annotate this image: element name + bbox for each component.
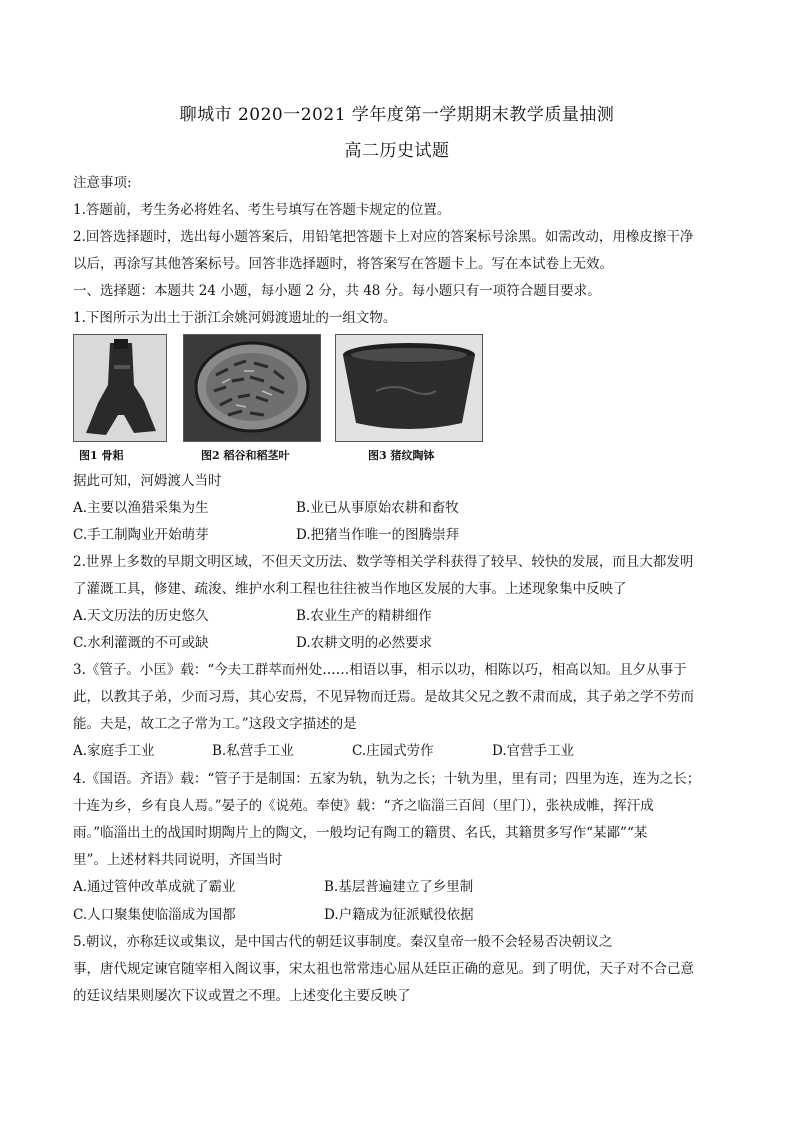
q3-option-d: D.官营手工业 (492, 743, 575, 759)
fig2-caption: 图2 稻谷和稻茎叶 (201, 449, 290, 462)
fig3-caption: 图3 猪纹陶钵 (368, 449, 435, 462)
q2-option-b: B.农业生产的精耕细作 (296, 608, 432, 624)
q2-option-c: C.水利灌溉的不可或缺 (73, 635, 209, 651)
fig1-caption: 图1 骨耜 (79, 449, 124, 462)
q3-line-1: 3.《管子。小匡》载：“今夫工群萃而州处……相语以事，相示以功，相陈以巧，相高以知。且夕从事于 (73, 662, 687, 678)
bone-spade-image (73, 334, 167, 442)
q4-option-b: B.基层普遍建立了乡里制 (324, 879, 474, 895)
q4-option-a: A.通过管仲改革成就了霸业 (73, 879, 236, 895)
q3-option-b: B.私营手工业 (212, 743, 294, 759)
q4-option-c: C.人口聚集使临淄成为国都 (73, 907, 236, 923)
q2-line-1: 2.世界上多数的早期文明区域，不但天文历法、数学等相关学科获得了较早、较快的发展，而且大都发明 (73, 554, 694, 570)
q1-option-d: D.把猪当作唯一的图腾崇拜 (296, 527, 460, 543)
q1-figure-row (73, 334, 493, 466)
q1-option-b: B.业已从事原始农耕和畜牧 (296, 500, 459, 516)
rice-grain-image (183, 334, 321, 442)
q2-option-a: A.天文历法的历史悠久 (73, 608, 209, 624)
q1-lead: 据此可知，河姆渡人当时 (73, 473, 222, 489)
section-heading: 一、选择题：本题共 24 小题，每小题 2 分，共 48 分。每小题只有一项符合题目要求。 (73, 283, 601, 299)
notice-item-2-line-2: 以后，再涂写其他答案标号。回答非选择题时，将答案写在答题卡上。写在本试卷上无效。 (73, 256, 613, 272)
q3-line-3: 能。夫是，故工之子常为工。”这段文字描述的是 (73, 716, 357, 732)
q5-line-2: 事，唐代规定谏官随宰相入阁议事，宋太祖也常常违心屈从廷臣正确的意见。到了明优，天子对不合己意 (73, 961, 694, 977)
notice-item-2-line-1: 2.回答选择题时，选出每小题答案后，用铅笔把答题卡上对应的答案标号涂黑。如需改动，用橡皮擦干净 (73, 229, 694, 245)
notice-heading: 注意事项: (73, 175, 132, 191)
q1-stem: 1.下图所示为出土于浙江余姚河姆渡遗址的一组文物。 (73, 310, 397, 326)
q3-option-c: C.庄园式劳作 (352, 743, 434, 759)
q2-option-d: D.农耕文明的必然要求 (296, 635, 433, 651)
q1-option-a: A.主要以渔猎采集为生 (73, 500, 209, 516)
q4-line-2: 十连为乡，乡有良人焉。”晏子的《说苑。奉使》载：“齐之临淄三百闾（里门），张袂成帷，挥汗成 (73, 798, 654, 814)
pig-pottery-bowl-image (335, 334, 483, 442)
q4-line-3: 雨。”临淄出土的战国时期陶片上的陶文，一般均记有陶工的籍贯、名氏，其籍贯多写作“某鄙”“某 (73, 825, 648, 841)
q5-line-1: 5.朝议，亦称廷议或集议，是中国古代的朝廷议事制度。秦汉皇帝一般不会轻易否决朝议之 (73, 934, 613, 950)
page-subtitle: 高二历史试题 (344, 141, 450, 161)
q4-option-d: D.户籍成为征派赋役依据 (324, 907, 474, 923)
notice-item-1: 1.答题前，考生务必将姓名、考生号填写在答题卡规定的位置。 (73, 202, 451, 218)
q3-option-a: A.家庭手工业 (73, 743, 155, 759)
q3-line-2: 此，以教其子弟，少而习焉，其心安焉，不见异物而迁焉。是故其父兄之教不肃而成，其子弟之学不劳而 (73, 689, 694, 705)
q1-option-c: C.手工制陶业开始萌芽 (73, 527, 209, 543)
q4-line-4: 里”。上述材料共同说明，齐国当时 (73, 852, 283, 868)
q4-line-1: 4.《国语。齐语》载：“管子于是制国：五家为轨，轨为之长；十轨为里，里有司；四里为连，连为之长； (73, 771, 701, 787)
page-title: 聊城市 2020一2021 学年度第一学期期末教学质量抽测 (179, 105, 615, 125)
q5-line-3: 的廷议结果则屡次下议或置之不理。上述变化主要反映了 (73, 988, 411, 1004)
q2-line-2: 了灌溉工具，修建、疏浚、维护水利工程也往往被当作地区发展的大事。上述现象集中反映了 (73, 581, 627, 597)
